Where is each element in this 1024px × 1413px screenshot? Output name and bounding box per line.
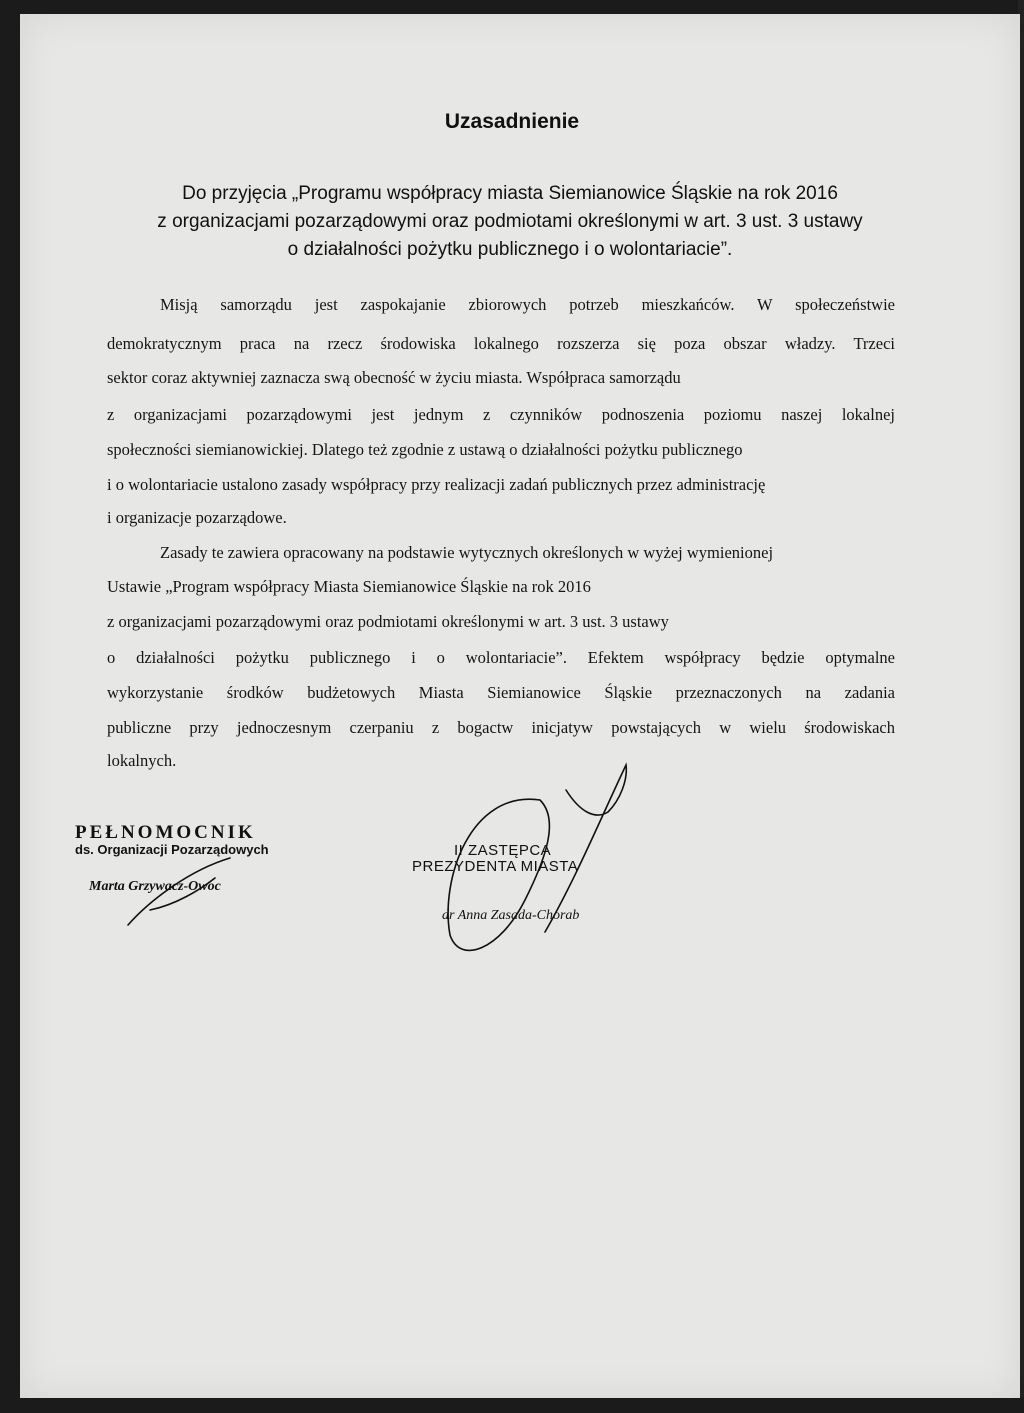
paragraph-line: społeczności siemianowickiej. Dlatego też zgodnie z ustawą o działalności pożytku publicznego bbox=[107, 440, 743, 459]
stamp-office: PREZYDENTA MIASTA bbox=[412, 858, 579, 875]
intro-line: Do przyjęcia „Programu współpracy miasta Siemianowice Śląskie na rok 2016 bbox=[182, 183, 838, 204]
scan-edge-left bbox=[0, 0, 20, 1413]
stamp-office: ds. Organizacji Pozarządowych bbox=[75, 842, 269, 857]
scan-edge-bottom bbox=[0, 1397, 1024, 1413]
stamp-title: II ZASTĘPCA bbox=[454, 842, 552, 859]
paragraph-line: i organizacje pozarządowe. bbox=[107, 508, 287, 527]
intro-block bbox=[90, 180, 930, 264]
paragraph-line: demokratycznym praca na rzecz środowiska lokalnego rozszerza się poza obszar władzy. Trzeci bbox=[107, 334, 895, 353]
paragraph-line: i o wolontariacie ustalono zasady współpracy przy realizacji zadań publicznych przez administrację bbox=[107, 475, 766, 494]
paragraph-line: z organizacjami pozarządowymi oraz podmiotami określonymi w art. 3 ust. 3 ustawy bbox=[107, 612, 669, 631]
paragraph-line: sektor coraz aktywniej zaznacza swą obecność w życiu miasta. Współpraca samorządu bbox=[107, 368, 681, 387]
paragraph-line: o działalności pożytku publicznego i o wolontariacie”. Efektem współpracy będzie optymalne bbox=[107, 648, 895, 667]
document-title: Uzasadnienie bbox=[444, 110, 580, 133]
paragraph-line: z organizacjami pozarządowymi jest jednym z czynników podnoszenia poziomu naszej lokalnej bbox=[107, 405, 895, 424]
paragraph-line: publiczne przy jednoczesnym czerpaniu z bogactw inicjatyw powstających w wielu środowiskach bbox=[107, 718, 895, 737]
stamp-plenipotentiary bbox=[75, 822, 269, 895]
paragraph-line: lokalnych. bbox=[107, 751, 177, 770]
paragraph-line: Misją samorządu jest zaspokajanie zbiorowych potrzeb mieszkańców. W społeczeństwie bbox=[160, 295, 895, 314]
stamp-name: Marta Grzywacz-Owoc bbox=[89, 879, 221, 894]
paragraph-line: Ustawie „Program współpracy Miasta Siemianowice Śląskie na rok 2016 bbox=[107, 577, 591, 596]
paragraph-line: Zasady te zawiera opracowany na podstawie wytycznych określonych w wyżej wymienionej bbox=[160, 543, 774, 562]
paragraph-line: wykorzystanie środków budżetowych Miasta Siemianowice Śląskie przeznaczonych na zadania bbox=[107, 683, 895, 702]
intro-line: o działalności pożytku publicznego i o wolontariacie”. bbox=[287, 239, 733, 260]
intro-line: z organizacjami pozarządowymi oraz podmiotami określonymi w art. 3 ust. 3 ustawy bbox=[157, 211, 863, 232]
stamp-title: PEŁNOMOCNIK bbox=[75, 822, 256, 843]
stamp-name: dr Anna Zasada-Chorab bbox=[442, 908, 580, 923]
scan-edge-top bbox=[0, 0, 1024, 14]
